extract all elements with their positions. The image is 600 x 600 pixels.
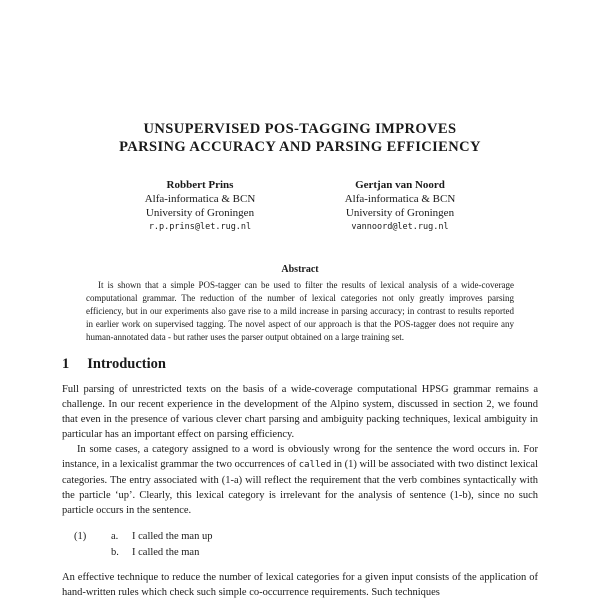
example-1-items [111,529,538,560]
abstract-section [62,264,538,344]
author-1-affiliation-1: Alfa-informatica & BCN [144,193,256,205]
example-1-label: (1) [74,531,87,542]
inline-code-called: called [298,460,332,470]
paragraph-intro-2-before: In some cases, a category assigned to a word is obviously wrong for the sentence the word occurs in. For instance, in a lexicalist grammar the two occurrences of [62,444,538,470]
example-1-item-b [111,545,538,561]
author-2-affiliation-2: University of Groningen [345,207,455,219]
paragraph-intro-1: Full parsing of unrestricted texts on the basis of a wide-coverage computational HPSG grammar remains a challenge. In our recent experience in the development of the Alpino system, discussed in section 2, we found that even in the presence of various clever chart parsing and ambiguity packing techniques, lexical ambiguity in particular has an important effect on parsing efficiency. [62,384,538,440]
example-1-item-b-text: I called the man [132,546,200,558]
author-block [100,178,500,234]
author-1-email: r.p.prins@let.rug.nl [148,222,252,232]
example-1-item-a [111,529,538,545]
example-1 [74,529,538,560]
author-2-affiliation-1: Alfa-informatica & BCN [344,193,456,205]
author-2 [300,178,500,234]
paragraph-intro-2 [62,442,538,518]
paper-title [62,120,538,156]
author-1-affiliation-2: University of Groningen [145,207,255,219]
title-line-1: UNSUPERVISED POS-TAGGING IMPROVES [143,121,457,137]
example-1-item-b-marker: b. [111,546,119,558]
author-2-name: Gertjan van Noord [355,179,445,191]
example-1-item-a-text: I called the man up [132,531,213,542]
paragraph-closing: An effective technique to reduce the number of lexical categories for a given input consists of the application of hand-written rules which check such simple co-occurrence requirements. Such techniques [62,572,538,598]
author-1 [100,178,300,234]
example-1-item-a-marker: a. [111,531,119,542]
author-1-name: Robbert Prins [166,179,234,191]
section-title: Introduction [87,356,166,372]
abstract-heading: Abstract [281,264,319,275]
paragraph-intro-2-after: in (1) will be associated with two distinct lexical categories. The entry associated with (1-a) will reflect the requirement that the verb combines syntactically with the particle ‘up’. Clearly, this lexical category is irrelevant for the analysis of sentence (1-b), since no such particle occurs in the sentence. [62,459,539,516]
title-line-2: PARSING ACCURACY AND PARSING EFFICIENCY [119,139,481,155]
abstract-text: It is shown that a simple POS-tagger can be used to filter the results of lexical analysis of a wide-coverage computational grammar. The reduction of the number of lexical categories not only greatly improves parsing efficiency, but in our experiments also gave rise to a mild increase in parsing accuracy; in contrast to results reported in earlier work on supervised tagging. The novel aspect of our approach is that the POS-tagger does not require any human-annotated data - but rather uses the parser output obtained on a large training set. [86,280,514,342]
paper-page [0,120,600,600]
section-number: 1 [62,356,70,372]
section-1-heading [62,355,538,373]
author-2-email: vannoord@let.rug.nl [351,222,449,232]
